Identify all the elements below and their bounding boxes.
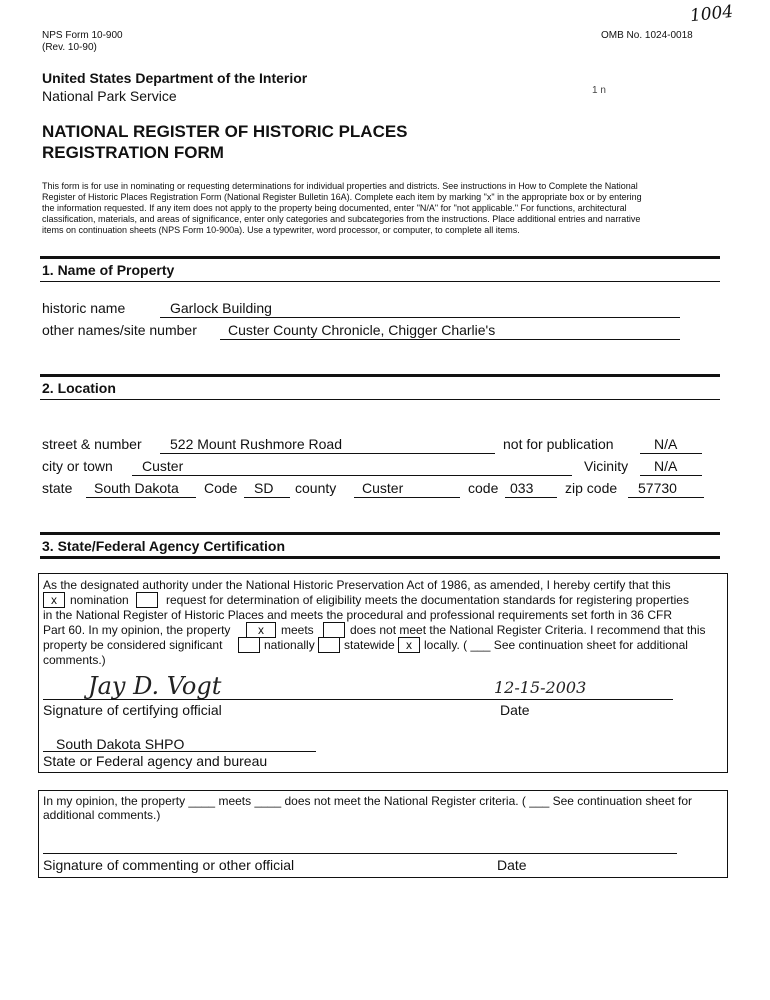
county-code-field[interactable]: 033: [510, 480, 534, 496]
city-label: city or town: [42, 458, 113, 474]
commenting-text-line1: In my opinion, the property ____ meets ____ does not meet the National Register criteria. ( ___ See continuation sheet for: [43, 794, 693, 808]
locally-checkbox[interactable]: x: [398, 637, 420, 653]
section-divider: [40, 281, 720, 282]
instruction-line: Register of Historic Places Registration Form (National Register Bulletin 16A). Complete each item by marking "x" in the appropriate box or by entering: [42, 192, 642, 202]
field-underline: [220, 339, 680, 340]
agency-line: [43, 751, 316, 752]
field-underline: [354, 497, 460, 498]
field-underline: [160, 453, 495, 454]
locally-label: locally. ( ___ See continuation sheet for additional: [424, 638, 688, 652]
state-code-field[interactable]: SD: [254, 480, 274, 496]
street-label: street & number: [42, 436, 142, 452]
cert-text-line4b: does not meet the National Register Criteria. I recommend that this: [350, 623, 706, 637]
agency-label: State or Federal agency and bureau: [43, 753, 268, 769]
county-field[interactable]: Custer: [362, 480, 404, 496]
field-underline: [640, 453, 702, 454]
section-divider: [40, 256, 720, 259]
state-code-label: Code: [204, 480, 238, 496]
nationally-checkbox[interactable]: [238, 637, 260, 653]
state-label: state: [42, 480, 73, 496]
agency-field[interactable]: South Dakota SHPO: [56, 736, 185, 752]
statewide-label: statewide: [344, 638, 395, 652]
omb-number: OMB No. 1024-0018: [601, 30, 693, 41]
statewide-checkbox[interactable]: [318, 637, 340, 653]
historic-name-label: historic name: [42, 300, 126, 316]
section-divider: [40, 556, 720, 559]
margin-mark: 1 n: [592, 85, 606, 96]
section2-heading: 2. Location: [42, 380, 116, 396]
field-underline: [86, 497, 196, 498]
cert-text-line2: request for determination of eligibility meets the documentation standards for registering properties: [166, 593, 689, 607]
not-for-publication-field[interactable]: N/A: [654, 436, 678, 452]
cert-text-line5: property be considered significant: [43, 638, 223, 652]
signature-line: [43, 699, 673, 700]
not-for-publication-label: not for publication: [503, 436, 614, 452]
zip-label: zip code: [565, 480, 618, 496]
zip-field[interactable]: 57730: [638, 480, 677, 496]
service-name: National Park Service: [42, 88, 177, 104]
date-label: Date: [500, 702, 530, 718]
form-revision: (Rev. 10-90): [42, 42, 97, 53]
other-names-field[interactable]: Custer County Chronicle, Chigger Charlie's: [228, 322, 496, 338]
commenting-text-line2: additional comments.): [43, 808, 161, 822]
field-underline: [640, 475, 702, 476]
field-underline: [244, 497, 290, 498]
meets-checkbox[interactable]: x: [246, 622, 276, 638]
section-divider: [40, 374, 720, 377]
handwritten-signature: Jay D. Vogt: [88, 672, 222, 700]
field-underline: [160, 317, 680, 318]
commenting-signature-line: [43, 853, 677, 854]
section1-heading: 1. Name of Property: [42, 262, 175, 278]
nationally-label: nationally: [264, 638, 315, 652]
handwritten-number: 1004: [689, 1, 735, 27]
section-divider: [40, 532, 720, 535]
nomination-checkbox[interactable]: x: [43, 592, 65, 608]
section-divider: [40, 399, 720, 400]
form-number: NPS Form 10-900: [42, 30, 123, 41]
street-field[interactable]: 522 Mount Rushmore Road: [170, 436, 342, 452]
cert-text-line1: As the designated authority under the National Historic Preservation Act of 1986, as amended, I hereby certify that this: [43, 578, 671, 592]
instruction-line: the information requested. If any item does not apply to the property being documented, enter "N/A" for "not applicable." For functions, architectural: [42, 203, 627, 213]
cert-text-line6: comments.): [43, 653, 106, 667]
field-underline: [505, 497, 557, 498]
commenting-signature-label: Signature of commenting or other official: [43, 857, 295, 873]
instruction-line: items on continuation sheets (NPS Form 10-900a). Use a typewriter, word processor, or computer, to complete all items.: [42, 225, 520, 235]
signature-label: Signature of certifying official: [43, 702, 222, 718]
field-underline: [132, 475, 572, 476]
field-underline: [628, 497, 704, 498]
state-field[interactable]: South Dakota: [94, 480, 179, 496]
meets-label: meets: [281, 623, 314, 637]
county-label: county: [295, 480, 337, 496]
cert-text-line4: Part 60. In my opinion, the property: [43, 623, 231, 637]
request-checkbox[interactable]: [136, 592, 158, 608]
form-title-line2: REGISTRATION FORM: [42, 143, 224, 162]
instruction-line: classification, materials, and areas of significance, enter only categories and subcategories from the instructions. Place additional entries and narrative: [42, 214, 641, 224]
does-not-meet-checkbox[interactable]: [323, 622, 345, 638]
commenting-date-label: Date: [497, 857, 527, 873]
county-code-label: code: [468, 480, 499, 496]
cert-text-line3: in the National Register of Historic Places and meets the procedural and professional requirements set forth in 36 CFR: [43, 608, 672, 622]
handwritten-date: 12-15-2003: [494, 678, 587, 697]
section3-heading: 3. State/Federal Agency Certification: [42, 538, 285, 554]
historic-name-field[interactable]: Garlock Building: [170, 300, 272, 316]
department-name: United States Department of the Interior: [42, 70, 308, 86]
nomination-label: nomination: [70, 593, 129, 607]
instruction-line: This form is for use in nominating or requesting determinations for individual properties and districts. See instructions in How to Complete the National: [42, 181, 638, 191]
city-field[interactable]: Custer: [142, 458, 184, 474]
vicinity-label: Vicinity: [584, 458, 629, 474]
other-names-label: other names/site number: [42, 322, 197, 338]
vicinity-field[interactable]: N/A: [654, 458, 678, 474]
form-title-line1: NATIONAL REGISTER OF HISTORIC PLACES: [42, 122, 408, 141]
